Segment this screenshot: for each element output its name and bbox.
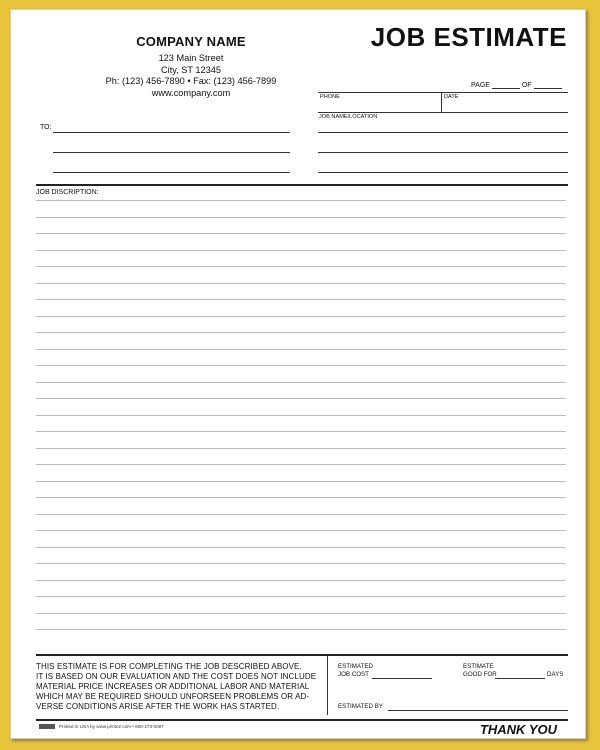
terms-line: THIS ESTIMATE IS FOR COMPLETING THE JOB DESCRIBED ABOVE.	[36, 662, 302, 671]
phone-label: PHONE	[320, 94, 340, 100]
estimated-job-cost-label	[338, 663, 373, 679]
printer-text: Printed in USA by www.printez.com • 800-273-0097	[59, 724, 164, 729]
ruled-line[interactable]	[36, 464, 566, 465]
page-total-blank[interactable]	[534, 82, 562, 89]
job-cost-label: JOB COST	[338, 671, 369, 678]
job-location-line-3[interactable]	[318, 172, 568, 173]
ruled-line[interactable]	[36, 365, 566, 366]
job-description-label: JOB DISCRIPTION:	[36, 189, 99, 196]
company-street: 123 Main Street	[158, 53, 224, 63]
date-label: DATE	[444, 94, 459, 100]
ruled-line[interactable]	[36, 316, 566, 317]
ruled-line[interactable]	[36, 283, 566, 284]
ruled-line[interactable]	[36, 481, 566, 482]
ruled-line[interactable]	[36, 563, 566, 564]
header-separator	[36, 184, 568, 186]
footer-separator	[36, 654, 568, 656]
ruled-line[interactable]	[36, 299, 566, 300]
to-line-2[interactable]	[53, 152, 290, 153]
estimated-by-label: ESTIMATED BY	[338, 703, 383, 710]
ruled-line[interactable]	[36, 217, 566, 218]
estimated-by-field[interactable]	[388, 710, 568, 711]
printer-logo-icon	[39, 724, 55, 729]
days-label: DAYS	[547, 671, 564, 678]
ruled-line[interactable]	[36, 233, 566, 234]
to-line-3[interactable]	[53, 172, 290, 173]
estimate-good-for-label	[463, 663, 497, 679]
good-for-field[interactable]	[495, 678, 545, 679]
printer-credit	[39, 724, 164, 729]
terms-line: MATERIAL PRICE INCREASES OR ADDITIONAL LABOR AND MATERIAL	[36, 682, 310, 691]
job-location-label: JOB NAME/LOCATION	[319, 114, 378, 120]
phone-date-top-line	[318, 92, 568, 93]
terms-line: IT IS BASED ON OUR EVALUATION AND THE COST DOES NOT INCLUDE	[36, 672, 317, 681]
ruled-line[interactable]	[36, 398, 566, 399]
estimated-label: ESTIMATED	[338, 663, 373, 670]
to-label: TO:	[40, 124, 52, 131]
ruled-line[interactable]	[36, 629, 566, 630]
company-city: City, ST 12345	[161, 64, 221, 75]
job-location-line-2[interactable]	[318, 152, 568, 153]
ruled-line[interactable]	[36, 613, 566, 614]
page-number-blank[interactable]	[492, 82, 520, 89]
terms-line: WHICH MAY BE REQUIRED SHOULD UNFORSEEN PROBLEMS OR AD-	[36, 692, 310, 701]
company-name: COMPANY NAME	[136, 34, 246, 49]
thank-you: THANK YOU	[479, 722, 557, 737]
estimate-form-sheet	[10, 9, 586, 739]
job-cost-field[interactable]	[372, 678, 432, 679]
ruled-line[interactable]	[36, 349, 566, 350]
ruled-line[interactable]	[36, 530, 566, 531]
ruled-line[interactable]	[36, 431, 566, 432]
ruled-line[interactable]	[36, 415, 566, 416]
page-number-row	[471, 82, 562, 89]
phone-date-divider	[441, 92, 442, 112]
estimate-label: ESTIMATE	[463, 663, 494, 670]
ruled-line[interactable]	[36, 514, 566, 515]
ruled-line[interactable]	[36, 332, 566, 333]
form-title: JOB ESTIMATE	[370, 22, 567, 52]
totals-divider	[327, 655, 328, 715]
company-phone-fax: Ph: (123) 456-7890 • Fax: (123) 456-7899	[105, 76, 277, 86]
phone-date-field[interactable]	[318, 112, 568, 113]
company-header	[81, 34, 301, 99]
ruled-line[interactable]	[36, 497, 566, 498]
of-label: OF	[521, 82, 532, 89]
terms-text	[36, 662, 326, 712]
ruled-line[interactable]	[36, 580, 566, 581]
job-location-field[interactable]	[318, 132, 568, 133]
company-website: www.company.com	[151, 87, 231, 98]
ruled-line[interactable]	[36, 250, 566, 251]
ruled-line[interactable]	[36, 547, 566, 548]
page-label: PAGE	[471, 82, 490, 89]
ruled-line[interactable]	[36, 266, 566, 267]
ruled-line[interactable]	[36, 382, 566, 383]
to-line-1[interactable]	[53, 132, 290, 133]
terms-line: VERSE CONDITIONS ARISE AFTER THE WORK HAS STARTED.	[36, 702, 280, 711]
good-for-label: GOOD FOR	[463, 671, 497, 678]
ruled-line[interactable]	[36, 200, 566, 201]
ruled-line[interactable]	[36, 448, 566, 449]
ruled-line[interactable]	[36, 596, 566, 597]
bottom-rule	[36, 719, 568, 721]
